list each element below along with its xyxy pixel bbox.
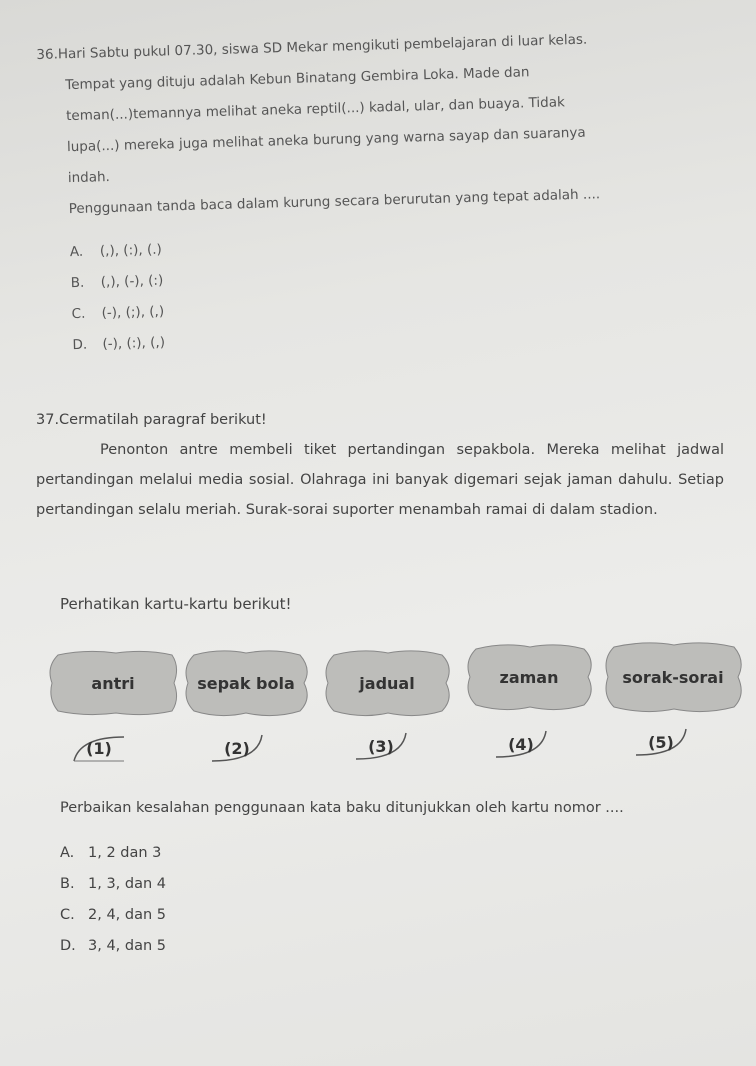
q36-question: Penggunaan tanda baca dalam kurung secara berurutan yang tepat adalah .... [68,186,601,218]
word-card-1[interactable] [46,647,180,719]
q37-question: Perbaikan kesalahan penggunaan kata baku ditunjukkan oleh kartu nomor .... [60,800,624,816]
q36-line-4: lupa(...) mereka juga melihat aneka burung yang warna sayap dan suaranya [66,124,586,156]
card-number-2: (2) [208,731,266,765]
card-word: antri [91,673,135,693]
q36-line-1: 36.Hari Sabtu pukul 07.30, siswa SD Mekar mengikuti pembelajaran di luar kelas. [36,31,588,63]
q37-options [60,845,166,969]
q37-option-d[interactable]: D. 3, 4, dan 5 [60,938,167,954]
q37-paragraph: Penonton antre membeli tiket pertandingan sepakbola. Mereka melihat jadwal pertandingan melalui media sosial. Olahraga ini banyak digemari sejak jaman dahulu. Setiap pertandingan selalu meriah. Surak-sorai suporter menambah ramai di dalam stadion. [36,442,724,518]
word-card-4[interactable] [462,641,596,713]
word-cards [40,635,752,775]
q36-number: 36. [36,46,59,63]
word-card-3[interactable] [320,647,454,719]
card-number-1: (1) [70,731,128,765]
q37-heading: 37.Cermatilah paragraf berikut! [36,412,267,428]
word-card-5[interactable] [600,639,746,715]
q36-line-5: indah. [67,168,111,187]
card-number-4: (4) [492,727,550,761]
card-word: zaman [499,667,559,687]
q37-option-b[interactable]: B. 1, 3, dan 4 [60,876,167,892]
q37-option-a[interactable]: A. 1, 2 dan 3 [60,845,162,861]
card-word: sorak-sorai [622,667,724,687]
card-number-5: (5) [632,725,690,759]
cards-intro: Perhatikan kartu-kartu berikut! [60,595,292,613]
q36-option-d[interactable]: D. (-), (:), (,) [72,334,166,354]
q36-line-3: teman(...)temannya melihat aneka reptil(...) kadal, ular, dan buaya. Tidak [65,94,566,125]
word-card-2[interactable] [180,647,312,719]
q37-option-c[interactable]: C. 2, 4, dan 5 [60,907,167,923]
card-number-3: (3) [352,729,410,763]
question-37 [36,405,736,525]
q36-option-a[interactable]: A. (,), (:), (.) [69,241,163,261]
q36-line-2: Tempat yang dituju adalah Kebun Binatang Gembira Loka. Made dan [65,64,530,94]
q36-options [42,218,745,361]
q36-option-c[interactable]: C. (-), (;), (,) [71,303,165,323]
question-36 [36,20,745,361]
q36-option-b[interactable]: B. (,), (-), (:) [70,272,164,292]
card-word: jadual [359,673,415,693]
card-word: sepak bola [197,673,295,693]
